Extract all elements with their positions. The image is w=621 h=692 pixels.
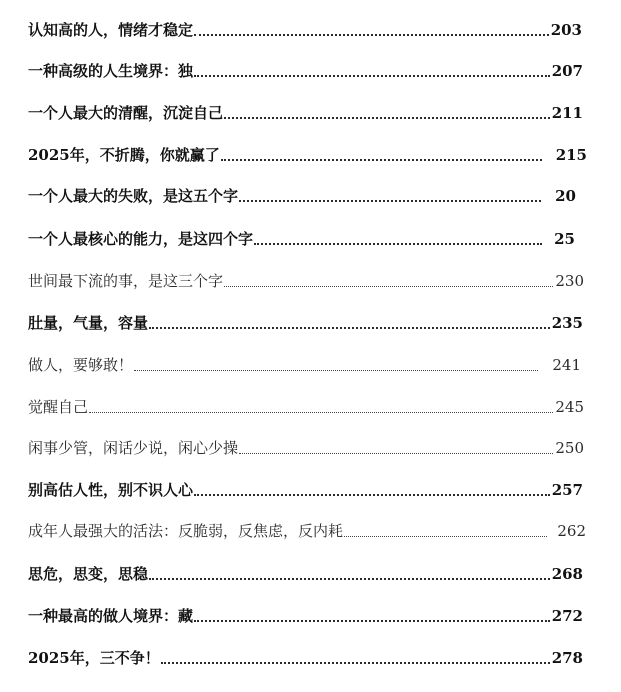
dot-leader [134, 370, 538, 371]
toc-entry-page: 215 [555, 146, 587, 164]
toc-entry-page: 25 [554, 230, 575, 248]
toc-entry [28, 53, 583, 81]
toc-entry [28, 556, 583, 584]
toc-entry [28, 472, 583, 500]
toc-entry-title: 世间最下流的事，是这三个字 [28, 272, 224, 290]
toc-entry [28, 178, 576, 206]
dot-leader [194, 620, 550, 622]
dot-leader [224, 286, 553, 287]
toc-entry-title: 思危，思变，思稳 [28, 565, 149, 583]
toc-entry-title: 一种最高的做人境界：藏 [28, 607, 194, 625]
dot-leader [149, 578, 550, 580]
dot-leader [221, 159, 542, 161]
toc-entry [28, 347, 581, 375]
toc-entry-title: 2025年，三不争！ [28, 649, 160, 667]
dot-leader [194, 34, 549, 36]
toc-entry-page: 230 [555, 272, 584, 290]
toc-entry [28, 598, 583, 626]
toc-entry-title: 成年人最强大的活法：反脆弱，反焦虑，反内耗 [28, 522, 344, 540]
dot-leader [194, 75, 550, 77]
toc-entry-title: 一种高级的人生境界：独 [28, 62, 194, 80]
toc-entry-title: 2025年，不折腾，你就赢了 [28, 146, 220, 164]
toc-entry-page: 207 [551, 62, 583, 80]
toc-entry-title: 做人，要够敢！ [28, 356, 134, 374]
toc-entry-title: 觉醒自己 [28, 398, 89, 416]
dot-leader [239, 200, 541, 202]
toc-entry-page: 272 [551, 607, 583, 625]
toc-entry [28, 305, 583, 333]
toc-entry-page: 241 [552, 356, 581, 374]
toc-entry-page: 268 [551, 565, 583, 583]
dot-leader [149, 327, 550, 329]
dot-leader [224, 117, 550, 119]
dot-leader [194, 494, 550, 496]
toc-entry-page: 20 [555, 187, 576, 205]
toc-entry-page: 262 [557, 522, 586, 540]
dot-leader [161, 662, 550, 664]
toc-entry [28, 137, 587, 165]
toc-entry-page: 245 [555, 398, 584, 416]
dot-leader [239, 453, 553, 454]
toc-entry-title: 一个人最大的清醒，沉淀自己 [28, 104, 224, 122]
dot-leader [89, 412, 553, 413]
toc-entry-page: 257 [551, 481, 583, 499]
toc-entry [28, 263, 584, 291]
toc-entry-title: 肚量，气量，容量 [28, 314, 149, 332]
toc-entry [28, 95, 583, 123]
toc-entry [28, 513, 586, 541]
toc-entry-title: 别高估人性，别不识人心 [28, 481, 194, 499]
toc-entry-title: 一个人最大的失败，是这五个字 [28, 187, 239, 205]
toc-entry-page: 250 [555, 439, 584, 457]
toc-entry [28, 12, 582, 40]
toc-entry-page: 235 [551, 314, 583, 332]
toc-entry [28, 389, 584, 417]
dot-leader [254, 243, 542, 245]
dot-leader [344, 536, 547, 537]
toc-entry-title: 闲事少管，闲话少说，闲心少操 [28, 439, 239, 457]
toc-entry-page: 203 [550, 21, 582, 39]
toc-entry [28, 640, 583, 668]
toc-entry [28, 221, 575, 249]
toc-entry-title: 一个人最核心的能力，是这四个字 [28, 230, 254, 248]
toc-entry-page: 211 [551, 104, 583, 122]
toc-entry-page: 278 [551, 649, 583, 667]
toc-entry-title: 认知高的人，情绪才稳定 [28, 21, 194, 39]
toc-entry [28, 430, 584, 458]
